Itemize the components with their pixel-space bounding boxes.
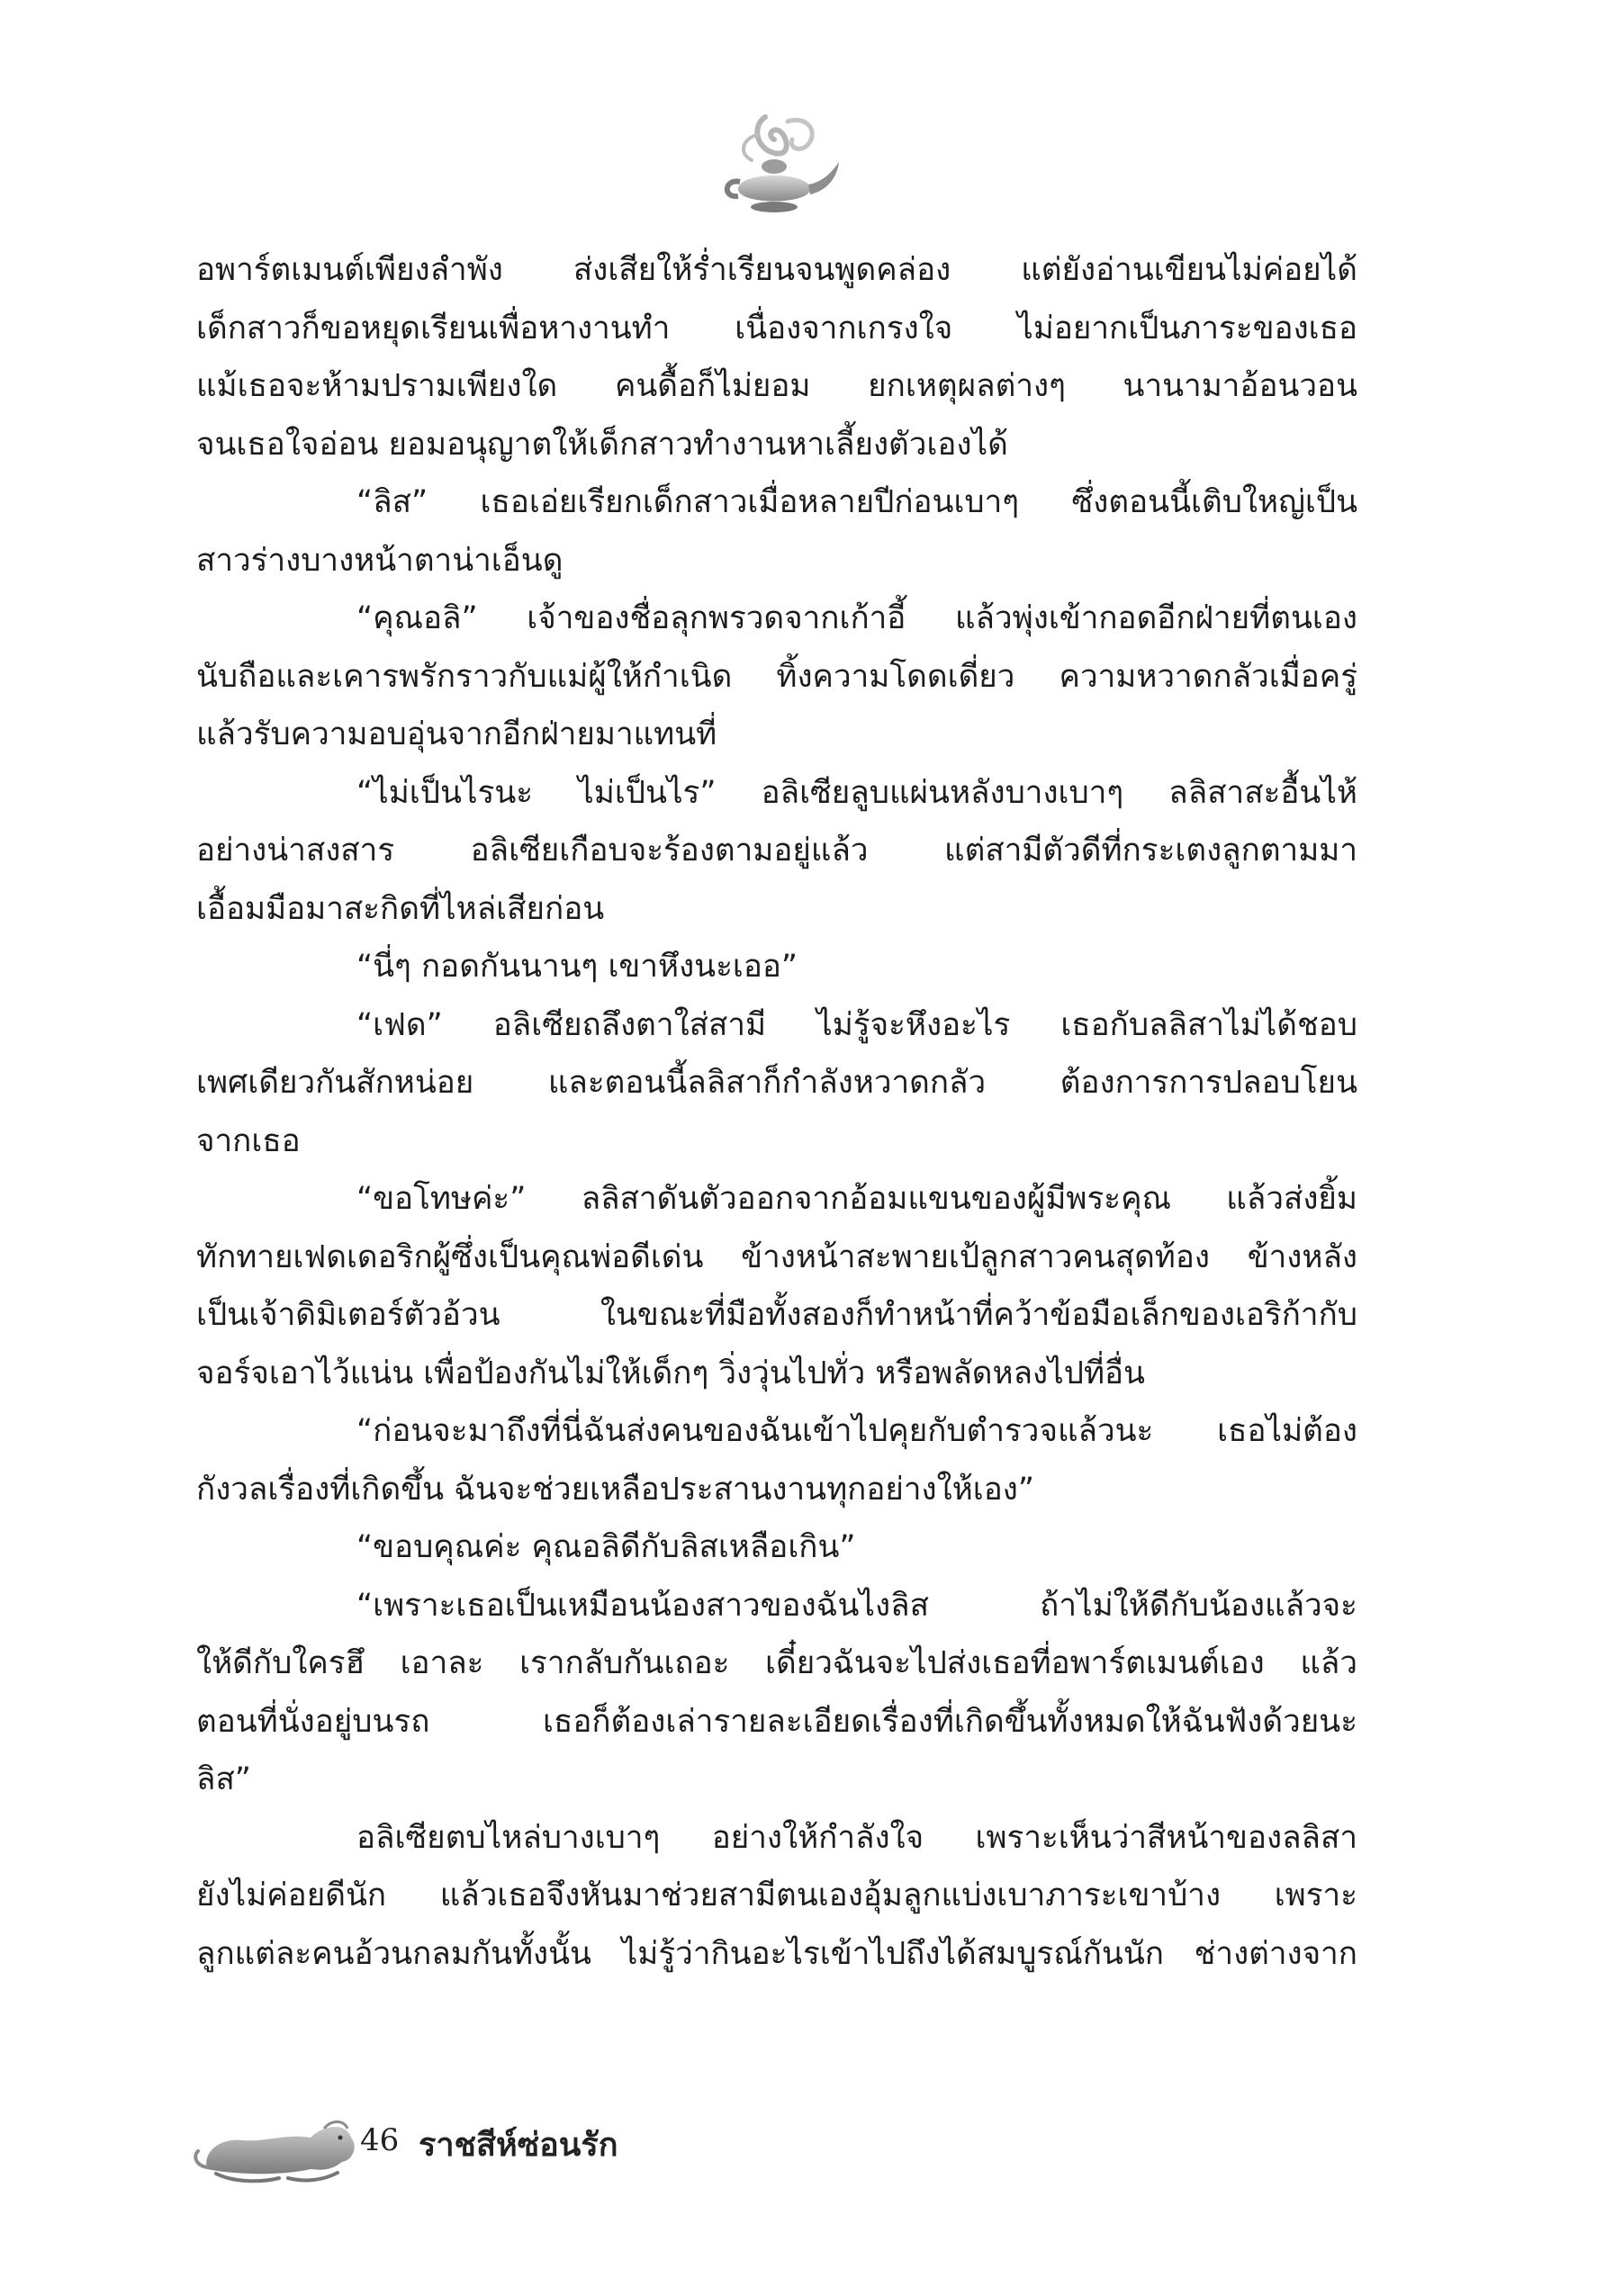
text-line: “เฟด” อลิเซียถลึงตาใส่สามี ไม่รู้จะหึงอะไร เธอกับลลิสาไม่ได้ชอบ bbox=[356, 1006, 1357, 1043]
text-line: แม้เธอจะห้ามปรามเพียงใด คนดื้อก็ไม่ยอม ยกเหตุผลต่างๆ นานามาอ้อนวอน bbox=[196, 368, 1357, 404]
text-line: แล้วรับความอบอุ่นจากอีกฝ่ายมาแทนที่ bbox=[196, 716, 717, 752]
text-line: ยังไม่ค่อยดีนัก แล้วเธอจึงหันมาช่วยสามีตนเองอุ้มลูกแบ่งเบาภาระเขาบ้าง เพราะ bbox=[196, 1877, 1357, 1913]
text-line: กังวลเรื่องที่เกิดขึ้น ฉันจะช่วยเหลือประสานงานทุกอย่างให้เอง” bbox=[196, 1471, 1035, 1508]
text-line: จนเธอใจอ่อน ยอมอนุญาตให้เด็กสาวทำงานหาเลี้ยงตัวเองได้ bbox=[196, 426, 1008, 463]
text-line: ให้ดีกับใครฮึ เอาละ เรากลับกันเถอะ เดี๋ยวฉันจะไปส่งเธอที่อพาร์ตเมนต์เอง แล้ว bbox=[196, 1645, 1357, 1681]
text-line: “ก่อนจะมาถึงที่นี่ฉันส่งคนของฉันเข้าไปคุยกับตำรวจแล้วนะ เธอไม่ต้อง bbox=[356, 1413, 1357, 1449]
text-line: เด็กสาวก็ขอหยุดเรียนเพื่อหางานทำ เนื่องจากเกรงใจ ไม่อยากเป็นภาระของเธอ bbox=[196, 310, 1357, 347]
text-line: “ลิส” เธอเอ่ยเรียกเด็กสาวเมื่อหลายปีก่อนเบาๆ ซึ่งตอนนี้เติบใหญ่เป็น bbox=[356, 484, 1357, 520]
text-line: อพาร์ตเมนต์เพียงลำพัง ส่งเสียให้ร่ำเรียนจนพูดคล่อง แต่ยังอ่านเขียนไม่ค่อยได้ bbox=[196, 252, 1357, 288]
text-line: “ขอบคุณค่ะ คุณอลิดีกับลิสเหลือเกิน” bbox=[356, 1529, 856, 1565]
text-line: ลิส” bbox=[196, 1761, 251, 1797]
text-line: นับถือและเคารพรักราวกับแม่ผู้ให้กำเนิด ทิ้งความโดดเดี่ยว ความหวาดกลัวเมื่อครู่ bbox=[196, 658, 1357, 695]
text-line: “ขอโทษค่ะ” ลลิสาดันตัวออกจากอ้อมแขนของผู้มีพระคุณ แล้วส่งยิ้ม bbox=[356, 1181, 1357, 1217]
text-line: อย่างน่าสงสาร อลิเซียเกือบจะร้องตามอยู่แล้ว แต่สามีตัวดีที่กระเตงลูกตามมา bbox=[196, 833, 1357, 869]
text-line: จอร์จเอาไว้แน่น เพื่อป้องกันไม่ให้เด็กๆ วิ่งวุ่นไปทั่ว หรือพลัดหลงไปที่อื่น bbox=[196, 1355, 1145, 1391]
text-line: สาวร่างบางหน้าตาน่าเอ็นดู bbox=[196, 542, 564, 579]
page-number: 46 bbox=[360, 2122, 400, 2158]
text-line: “เพราะเธอเป็นเหมือนน้องสาวของฉันไงลิส ถ้าไม่ให้ดีกับน้องแล้วจะ bbox=[356, 1587, 1357, 1624]
text-line: “คุณอลิ” เจ้าของชื่อลุกพรวดจากเก้าอี้ แล้วพุ่งเข้ากอดอีกฝ่ายที่ตนเอง bbox=[356, 600, 1357, 636]
text-line: เอื้อมมือมาสะกิดที่ไหล่เสียก่อน bbox=[196, 890, 605, 927]
text-line: อลิเซียตบไหล่บางเบาๆ อย่างให้กำลังใจ เพราะเห็นว่าสีหน้าของลลิสา bbox=[356, 1819, 1357, 1856]
page-footer bbox=[189, 2097, 729, 2187]
lioness-icon bbox=[189, 2097, 369, 2187]
text-line: “นี่ๆ กอดกันนานๆ เขาหึงนะเออ” bbox=[356, 949, 798, 985]
text-line: จากเธอ bbox=[196, 1122, 301, 1159]
genie-lamp-icon bbox=[702, 99, 846, 234]
book-title: ราชสีห์ซ่อนรัก bbox=[419, 2127, 618, 2164]
text-line: ลูกแต่ละคนอ้วนกลมกันทั้งนั้น ไม่รู้ว่ากินอะไรเข้าไปถึงได้สมบูรณ์กันนัก ช่างต่างจาก bbox=[196, 1935, 1357, 1972]
text-line: “ไม่เป็นไรนะ ไม่เป็นไร” อลิเซียลูบแผ่นหลังบางเบาๆ ลลิสาสะอื้นไห้ bbox=[356, 774, 1357, 811]
text-line: ตอนที่นั่งอยู่บนรถ เธอก็ต้องเล่ารายละเอียดเรื่องที่เกิดขึ้นทั้งหมดให้ฉันฟังด้วยนะ bbox=[196, 1703, 1357, 1740]
text-line: เพศเดียวกันสักหน่อย และตอนนี้ลลิสาก็กำลังหวาดกลัว ต้องการการปลอบโยน bbox=[196, 1065, 1357, 1101]
body-text bbox=[196, 241, 1357, 1983]
text-line: เป็นเจ้าดิมิเตอร์ตัวอ้วน ในขณะที่มือทั้งสองก็ทำหน้าที่คว้าข้อมือเล็กของเอริก้ากับ bbox=[196, 1297, 1357, 1333]
text-line: ทักทายเฟดเดอริกผู้ซึ่งเป็นคุณพ่อดีเด่น ข้างหน้าสะพายเป้ลูกสาวคนสุดท้อง ข้างหลัง bbox=[196, 1238, 1357, 1275]
